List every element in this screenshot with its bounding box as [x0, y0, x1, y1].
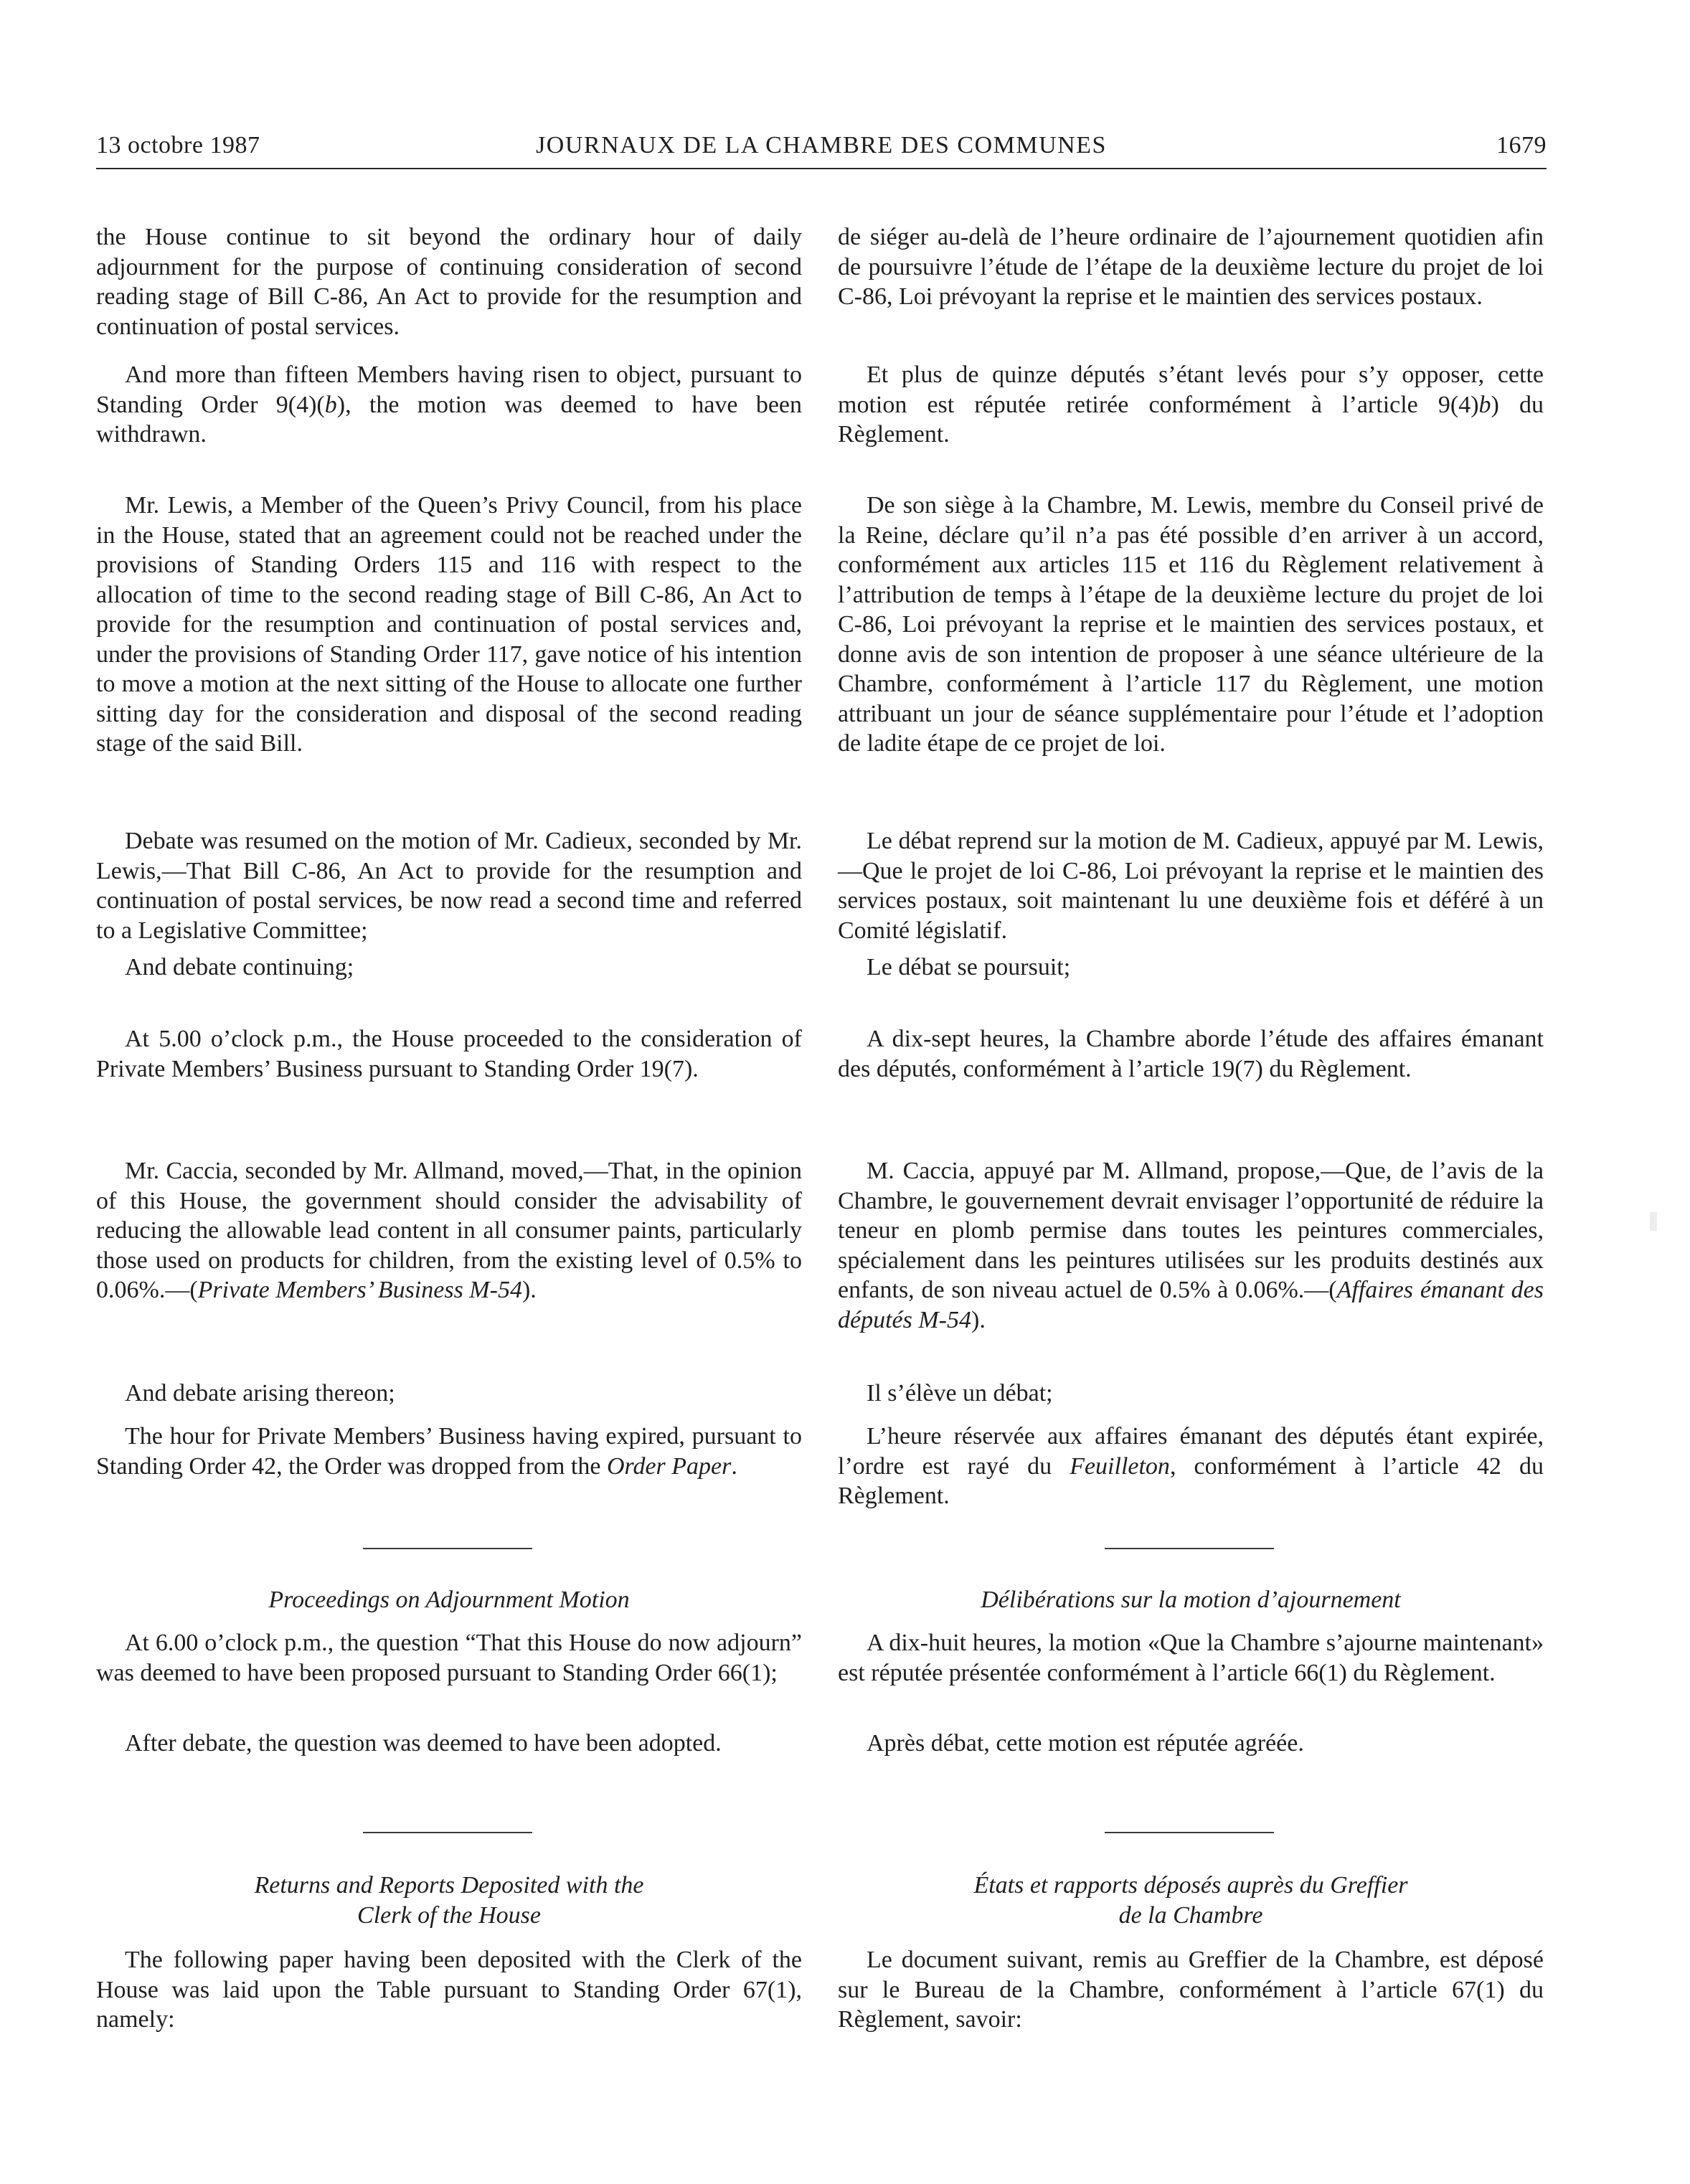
en-paragraph-8: [96, 1379, 802, 1409]
en-section-divider-1: [363, 1548, 532, 1549]
fr-p7-text: M. Caccia, appuyé par M. Allmand, propose,—Que, de l’avis de la Chambre, le gouvernement devrait envisager l’opportunité de réduire la teneur en plomb permise dans toutes les peintures commerciales, spécialement dans les peintures utilisées sur les produits destinés aux enfants, de son niveau actuel de 0.5% à 0.06%.—(Affaires émanant des députés M-54).: [838, 1158, 1544, 1333]
fr-p1-text: de siéger au-delà de l’heure ordinaire de l’ajournement quotidien afin de poursuivre l’étude de l’étape de la deuxième lecture du projet de loi C-86, Loi prévoyant la reprise et le maintien des services postaux.: [838, 224, 1544, 310]
fr-paragraph-9: [838, 1422, 1544, 1511]
fr-paragraph-7: [838, 1156, 1544, 1335]
fr-heading-adjournment: Délibérations sur la motion d’ajournement: [981, 1587, 1401, 1613]
fr-heading-returns: États et rapports déposés auprès du Greffier de la Chambre: [973, 1872, 1408, 1929]
en-p7-text: Mr. Caccia, seconded by Mr. Allmand, moved,—That, in the opinion of this House, the government should consider the advisability of reducing the allowable lead content in all consumer paints, particularly those used on products for children, from the existing level of 0.5% to 0.06%.—(Private Members’ Business M-54).: [96, 1158, 802, 1303]
en-p2-text: And more than fifteen Members having risen to object, pursuant to Standing Order 9(4)(b), the motion was deemed to have been withdrawn.: [96, 361, 802, 448]
en-p8-text: And debate arising thereon;: [125, 1380, 395, 1407]
fr-p5-text: Le débat se poursuit;: [867, 954, 1071, 980]
fr-section-divider-1: [1105, 1548, 1274, 1549]
en-heading-adjournment: Proceedings on Adjournment Motion: [268, 1587, 630, 1613]
en-paragraph-6: [96, 1024, 802, 1084]
en-p11-text: After debate, the question was deemed to have been adopted.: [125, 1730, 722, 1757]
header-title: JOURNAUX DE LA CHAMBRE DES COMMUNES: [536, 132, 1107, 159]
en-paragraph-4: [96, 826, 802, 945]
en-p1-text: the House continue to sit beyond the ordinary hour of daily adjournment for the purpose of continuing consideration of second reading stage of Bill C-86, An Act to provide for the resumption and continuation of postal services.: [96, 224, 802, 340]
fr-p8-text: Il s’élève un débat;: [867, 1380, 1053, 1407]
header-page-number: 1679: [1496, 132, 1547, 159]
en-p4-text: Debate was resumed on the motion of Mr. Cadieux, seconded by Mr. Lewis,—That Bill C-86, An Act to provide for the resumption and continuation of postal services, be now read a second time and referred to a Legislative Committee;: [96, 828, 802, 944]
fr-section-divider-2: [1105, 1832, 1274, 1833]
en-paragraph-5: [96, 952, 802, 983]
fr-paragraph-11: [838, 1729, 1544, 1759]
en-paragraph-2: [96, 360, 802, 450]
fr-p2-text: Et plus de quinze députés s’étant levés pour s’y opposer, cette motion est réputée retirée conformément à l’article 9(4)b) du Règlement.: [838, 361, 1544, 448]
en-paragraph-10: [96, 1628, 802, 1688]
en-paragraph-3: [96, 491, 802, 759]
en-p5-text: And debate continuing;: [125, 954, 354, 980]
fr-paragraph-10: [838, 1628, 1544, 1688]
fr-paragraph-12: [838, 1945, 1544, 2035]
scan-speck: [1650, 1212, 1657, 1231]
en-p10-text: At 6.00 o’clock p.m., the question “That this House do now adjourn” was deemed to have been proposed pursuant to Standing Order 66(1);: [96, 1630, 802, 1686]
en-paragraph-12: [96, 1945, 802, 2035]
fr-paragraph-1: [838, 222, 1544, 312]
fr-p12-text: Le document suivant, remis au Greffier de la Chambre, est déposé sur le Bureau de la Chambre, conformément à l’article 67(1) du Règlement, savoir:: [838, 1947, 1544, 2033]
fr-p9-text: L’heure réservée aux affaires émanant des députés étant expirée, l’ordre est rayé du Feuilleton, conformément à l’article 42 du Règlement.: [838, 1423, 1544, 1509]
en-paragraph-9: [96, 1422, 802, 1481]
fr-paragraph-2: [838, 360, 1544, 450]
fr-paragraph-5: [838, 952, 1544, 983]
running-head: [96, 128, 1547, 168]
fr-paragraph-3: [838, 491, 1544, 759]
en-p9-text: The hour for Private Members’ Business having expired, pursuant to Standing Order 42, the Order was dropped from the Order Paper.: [96, 1423, 802, 1480]
fr-paragraph-8: [838, 1379, 1544, 1409]
en-paragraph-7: [96, 1156, 802, 1305]
fr-p11-text: Après débat, cette motion est réputée agréée.: [867, 1730, 1304, 1757]
header-date: 13 octobre 1987: [96, 132, 260, 159]
fr-p10-text: A dix-huit heures, la motion «Que la Chambre s’ajourne maintenant» est réputée présentée conformément à l’article 66(1) du Règlement.: [838, 1630, 1544, 1686]
en-paragraph-1: [96, 222, 802, 341]
en-paragraph-11: [96, 1729, 802, 1759]
fr-paragraph-6: [838, 1024, 1544, 1084]
en-section-divider-2: [363, 1832, 532, 1833]
en-p6-text: At 5.00 o’clock p.m., the House proceeded to the consideration of Private Members’ Business pursuant to Standing Order 19(7).: [96, 1026, 802, 1082]
fr-p3-text: De son siège à la Chambre, M. Lewis, membre du Conseil privé de la Reine, déclare qu’il n’a pas été possible d’en arriver à un accord, conformément aux articles 115 et 116 du Règlement relativement à l’attribution de temps à l’étape de la deuxième lecture du projet de loi C-86, Loi prévoyant la reprise et le maintien des services postaux, et donne avis de son intention de proposer à une séance ultérieure de la Chambre, conformément à l’article 117 du Règlement, une motion attribuant un jour de séance supplémentaire pour l’étude et l’adoption de ladite étape de ce projet de loi.: [838, 492, 1544, 757]
header-rule: [96, 168, 1547, 169]
en-p12-text: The following paper having been deposited with the Clerk of the House was laid upon the Table pursuant to Standing Order 67(1), namely:: [96, 1947, 802, 2033]
fr-p6-text: A dix-sept heures, la Chambre aborde l’étude des affaires émanant des députés, conformément à l’article 19(7) du Règlement.: [838, 1026, 1544, 1082]
en-p3-text: Mr. Lewis, a Member of the Queen’s Privy Council, from his place in the House, stated that an agreement could not be reached under the provisions of Standing Orders 115 and 116 with respect to the allocation of time to the second reading stage of Bill C-86, An Act to provide for the resumption and continuation of postal services and, under the provisions of Standing Order 117, gave notice of his intention to move a motion at the next sitting of the House to allocate one further sitting day for the consideration and disposal of the second reading stage of the said Bill.: [96, 492, 802, 757]
en-heading-returns: Returns and Reports Deposited with the Clerk of the House: [254, 1872, 644, 1929]
fr-p4-text: Le débat reprend sur la motion de M. Cadieux, appuyé par M. Lewis,—Que le projet de loi C-86, Loi prévoyant la reprise et le maintien des services postaux, soit maintenant lu une deuxième fois et déféré à un Comité législatif.: [838, 828, 1544, 944]
fr-paragraph-4: [838, 826, 1544, 945]
